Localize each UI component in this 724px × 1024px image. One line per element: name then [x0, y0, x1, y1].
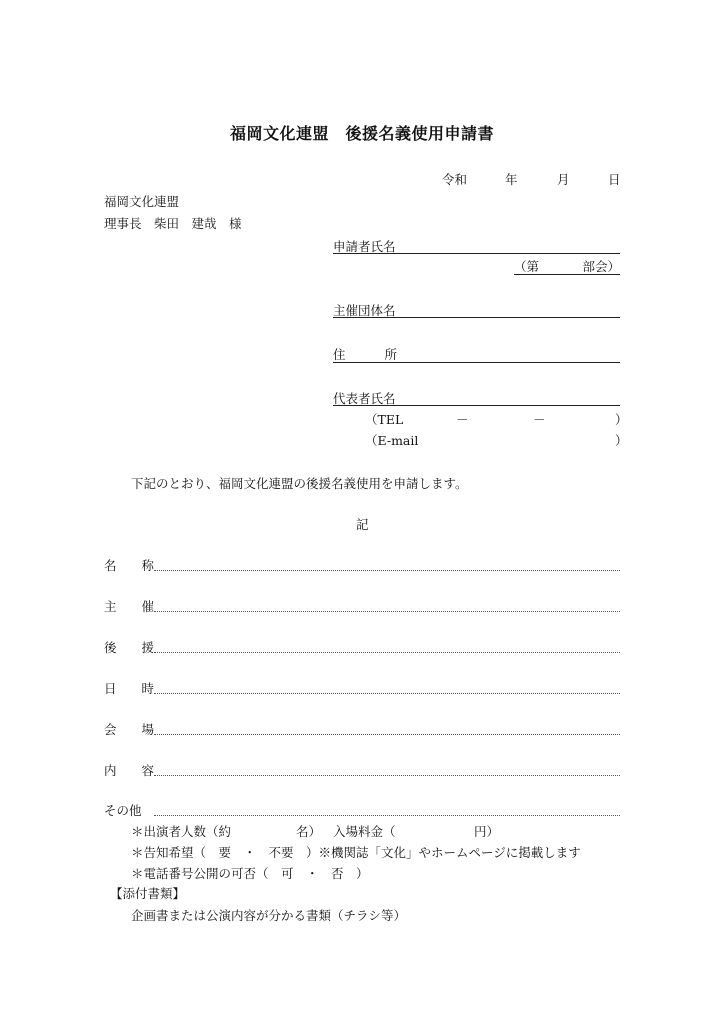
- field-label-support: 後 援: [104, 640, 154, 655]
- addressee-person: 理事長 柴田 建哉 様: [104, 216, 242, 231]
- attachments-item: 企画書または公演内容が分かる書類（チラシ等）: [131, 908, 407, 923]
- tel-dash-2: －: [533, 412, 546, 427]
- page-title: 福岡文化連盟 後援名義使用申請書: [229, 124, 494, 143]
- organizer-label: 主催団体名: [333, 303, 396, 318]
- date-era: 令和: [442, 172, 468, 187]
- fee-unit: 円）: [474, 824, 500, 839]
- field-line-other[interactable]: [154, 814, 620, 816]
- tel-label: （TEL: [365, 412, 404, 427]
- date-year: 年: [505, 172, 518, 187]
- field-label-other: その他: [104, 803, 142, 818]
- field-label-datetime: 日 時: [104, 681, 154, 696]
- representative-field[interactable]: [333, 388, 620, 406]
- field-line-venue[interactable]: [154, 733, 620, 735]
- intro-text: 下記のとおり、福岡文化連盟の後援名義使用を申請します。: [131, 476, 468, 491]
- field-line-organizer[interactable]: [154, 610, 620, 612]
- date-month: 月: [557, 172, 570, 187]
- tel-dash-1: －: [456, 412, 469, 427]
- organizer-field[interactable]: [333, 300, 620, 318]
- department-field[interactable]: [514, 257, 620, 275]
- representative-label: 代表者氏名: [333, 391, 396, 406]
- field-label-content: 内 容: [104, 763, 154, 778]
- email-label: （E-mail: [365, 433, 419, 448]
- publicity-option[interactable]: ＊告知希望（ 要 ・ 不要 ）※機関誌「文化」やホームページに掲載します: [131, 845, 581, 860]
- department-close: 部会）: [582, 259, 620, 274]
- field-line-support[interactable]: [154, 651, 620, 653]
- attachments-heading: 【添付書類】: [110, 886, 186, 901]
- address-label-2: 所: [384, 347, 397, 362]
- applicant-name-label: 申請者氏名: [333, 239, 396, 254]
- department-open: （第: [514, 259, 540, 274]
- address-field[interactable]: [333, 345, 620, 363]
- applicant-name-field[interactable]: [333, 236, 620, 254]
- address-label-1: 住: [333, 347, 346, 362]
- addressee-org: 福岡文化連盟: [104, 194, 180, 209]
- tel-close: ）: [615, 412, 628, 427]
- ki-label: 記: [356, 517, 369, 532]
- performers-label: ＊出演者人数（約: [131, 824, 232, 839]
- field-line-datetime[interactable]: [154, 692, 620, 694]
- field-label-name: 名 称: [104, 558, 154, 573]
- field-label-venue: 会 場: [104, 722, 154, 737]
- performers-unit: 名）: [296, 824, 322, 839]
- email-close: ）: [615, 433, 628, 448]
- field-line-content[interactable]: [154, 774, 620, 776]
- date-day: 日: [608, 172, 621, 187]
- phone-disclosure-option[interactable]: ＊電話番号公開の可否（ 可 ・ 否 ）: [131, 866, 369, 881]
- fee-label: 入場料金（: [333, 824, 396, 839]
- field-label-organizer: 主 催: [104, 599, 154, 614]
- field-line-name[interactable]: [154, 569, 620, 571]
